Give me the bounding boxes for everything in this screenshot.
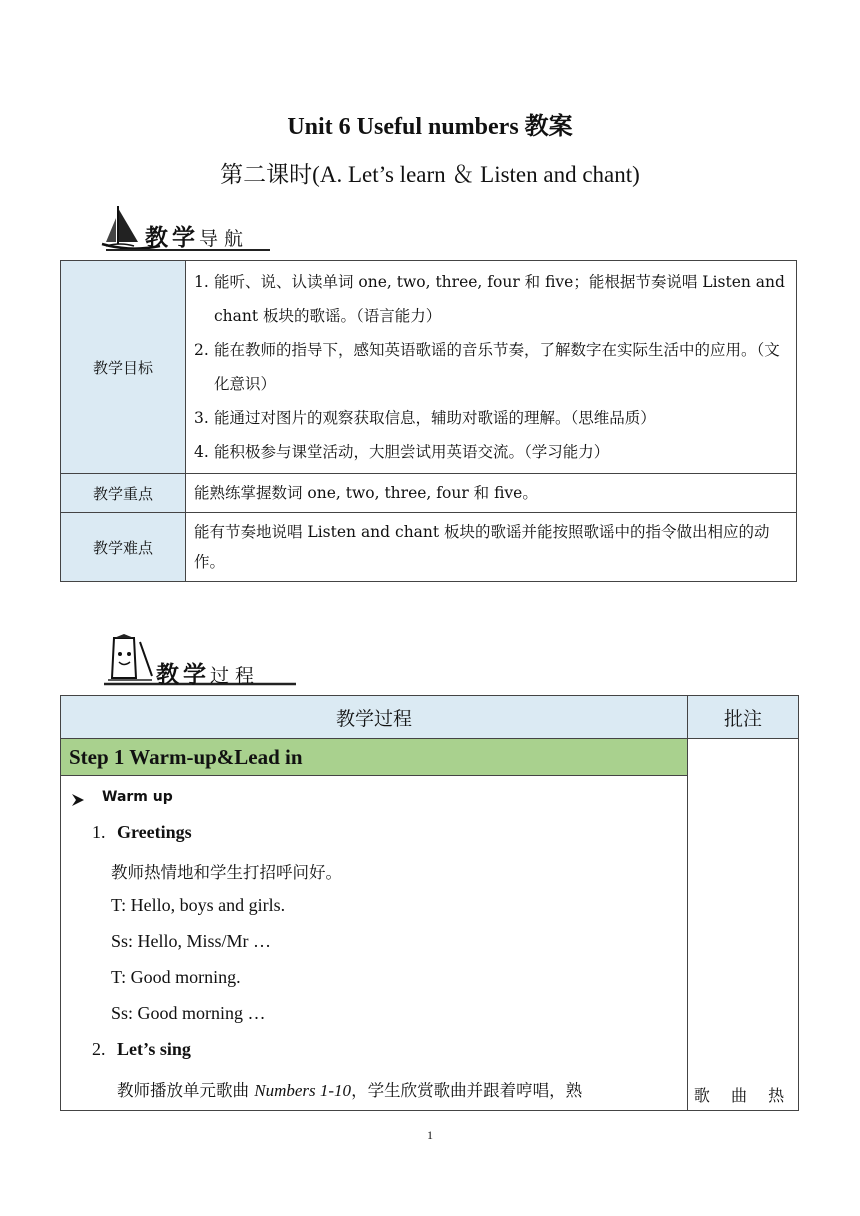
difficulty-label: 教学难点 — [61, 513, 186, 582]
dialog-line: Ss: Hello, Miss/Mr … — [111, 931, 272, 951]
objective-item: 3. 能通过对图片的观察获取信息，辅助对歌谣的理解。（思维品质） — [194, 409, 656, 427]
banner1-bold: 教学 — [145, 225, 199, 251]
step-row — [61, 739, 799, 776]
banner1-light: 导航 — [199, 228, 250, 250]
notes-cell: 歌 曲 热 — [688, 739, 799, 1111]
arrow-bullet-icon — [71, 793, 85, 807]
page-number: 1 — [427, 1128, 433, 1142]
focus-row — [61, 474, 797, 513]
step-title: Step 1 Warm-up&Lead in — [61, 739, 688, 776]
document-title: Unit 6 Useful numbers 教案 — [287, 114, 573, 140]
objectives-cell — [186, 261, 797, 474]
dialog-line: T: Hello, boys and girls. — [111, 895, 286, 915]
difficulty-row — [61, 513, 797, 582]
notes-column-header: 批注 — [688, 696, 799, 739]
objective-item: 1. 能听、说、认读单词 one, two, three, four 和 five；能根据节奏说唱 Listen and chant 板块的歌谣。（语言能力） — [194, 273, 785, 325]
focus-label: 教学重点 — [61, 474, 186, 513]
teaching-process-banner — [100, 634, 300, 690]
item-greetings: Greetings — [117, 822, 192, 842]
greetings-description: 教师热情地和学生打招呼问好。 — [111, 863, 342, 882]
teaching-process-table — [60, 695, 799, 1111]
sing-description: 教师播放单元歌曲 Numbers 1-10，学生欣赏歌曲并跟着哼唱，熟 — [117, 1081, 583, 1100]
focus-text: 能熟练掌握数词 one, two, three, four 和 five。 — [186, 474, 797, 513]
difficulty-text: 能有节奏地说唱 Listen and chant 板块的歌谣并能按照歌谣中的指令做出相应的动作。 — [186, 513, 797, 582]
objective-item: 4. 能积极参与课堂活动，大胆尝试用英语交流。（学习能力） — [194, 443, 610, 461]
item-number: 2. — [92, 1039, 106, 1059]
process-column-header: 教学过程 — [61, 696, 688, 739]
objectives-row — [61, 261, 797, 474]
dialog-line: Ss: Good morning … — [111, 1003, 266, 1023]
bullet-warm-up: Warm up — [102, 789, 173, 805]
teaching-navigation-banner — [100, 204, 275, 254]
banner2-bold: 教学 — [156, 662, 210, 688]
objective-item: 2. 能在教师的指导下，感知英语歌谣的音乐节奏，了解数字在实际生活中的应用。（文化意识） — [194, 341, 780, 393]
item-lets-sing: Let’s sing — [117, 1039, 191, 1059]
process-header-row — [61, 696, 799, 739]
item-number: 1. — [92, 822, 106, 842]
banner2-light: 过程 — [210, 665, 261, 687]
teaching-goals-table — [60, 260, 797, 582]
objectives-label: 教学目标 — [61, 261, 186, 474]
dialog-line: T: Good morning. — [111, 967, 241, 987]
document-subtitle: 第二课时(A. Let’s learn ＆ Listen and chant) — [220, 162, 640, 187]
process-content — [61, 776, 688, 1111]
